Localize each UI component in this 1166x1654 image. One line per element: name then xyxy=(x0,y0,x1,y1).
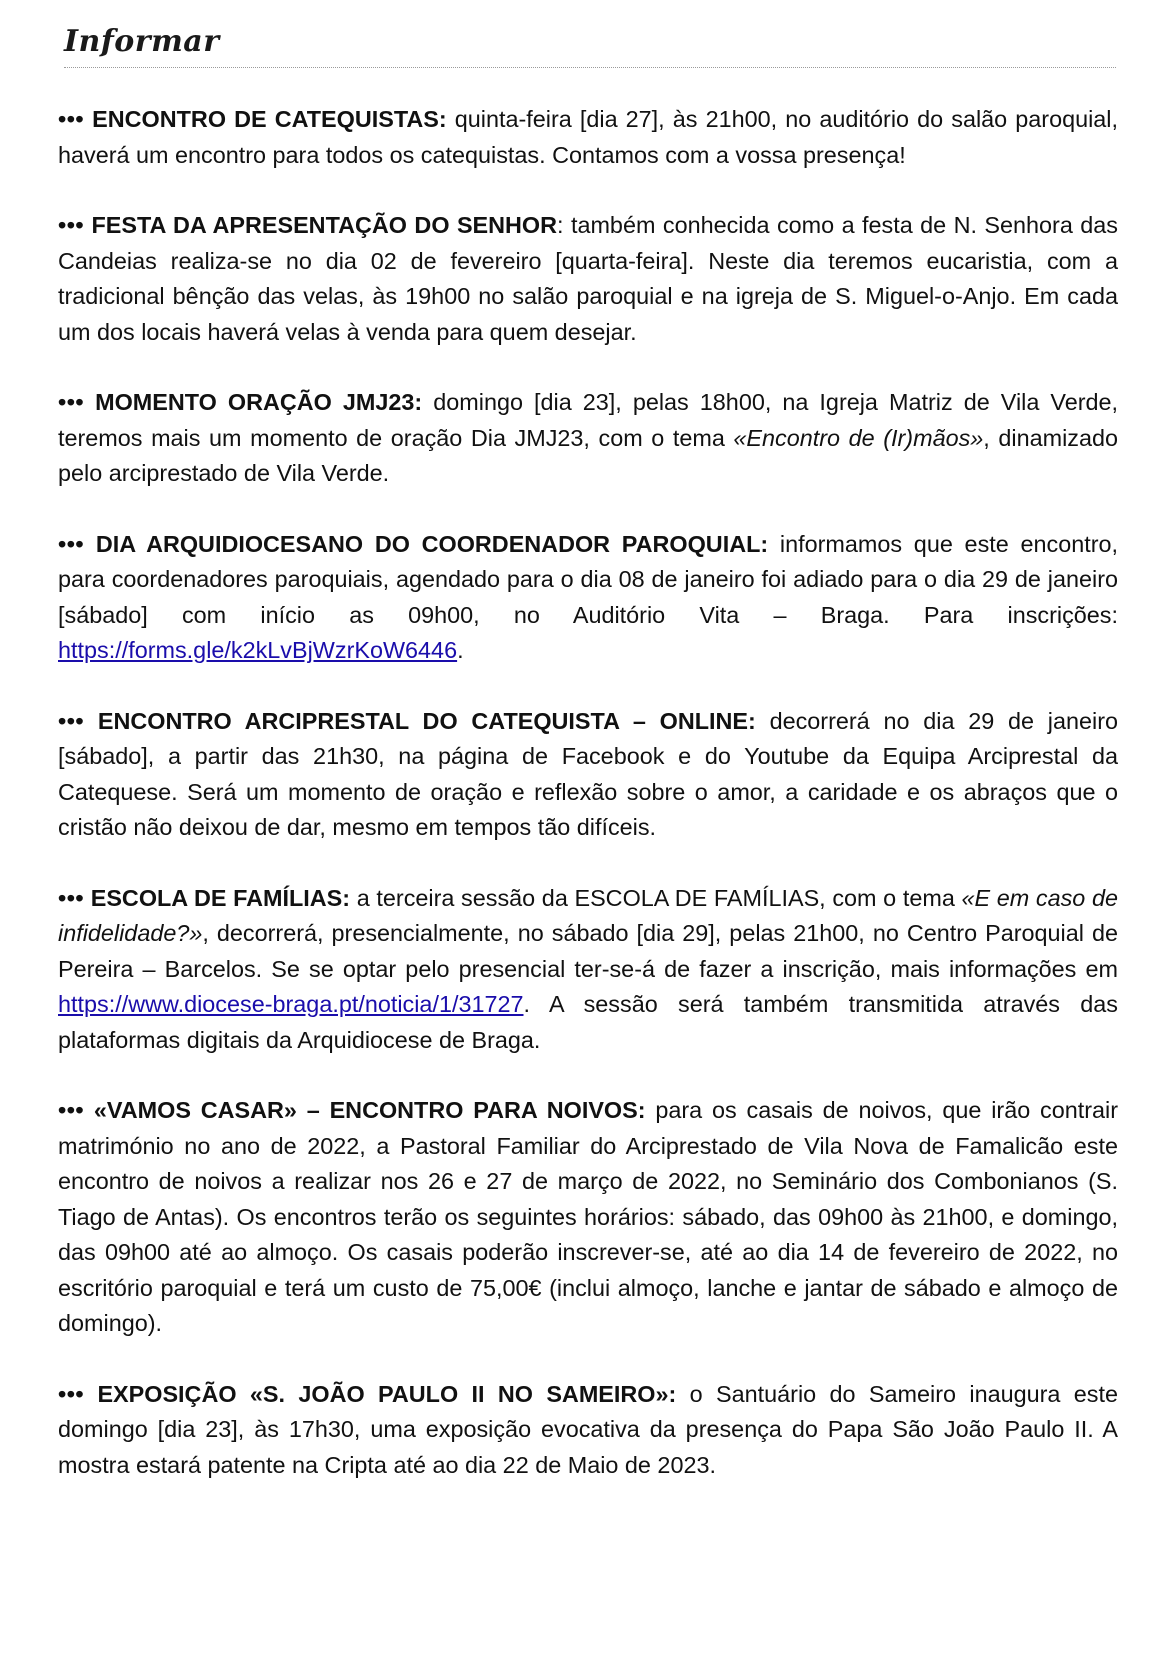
announcement-escola-familias xyxy=(58,881,1118,1059)
announcement-heading: FESTA DA APRESENTAÇÃO DO SENHOR xyxy=(91,212,558,238)
announcement-festa-apresentacao xyxy=(58,208,1118,350)
announcements-list xyxy=(58,102,1118,1518)
announcement-theme: «Encontro de (Ir)mãos» xyxy=(733,424,984,451)
bullet-dots: ••• xyxy=(58,884,85,911)
registration-link[interactable]: https://forms.gle/k2kLvBjWzrKoW6446 xyxy=(58,637,458,663)
announcement-heading: EXPOSIÇÃO «S. JOÃO PAULO II NO SAMEIRO»: xyxy=(97,1380,677,1407)
announcement-heading: «VAMOS CASAR» – ENCONTRO PARA NOIVOS: xyxy=(93,1097,646,1123)
bullet-dots: ••• xyxy=(58,1380,85,1407)
announcement-exposicao xyxy=(58,1377,1118,1484)
bullet-dots: ••• xyxy=(58,1097,85,1123)
announcement-text: o Santuário do Sameiro inaugura este domingo [dia 23], às 17h30, uma exposição evocativa da presença do Papa São João Paulo II. A mostra estará patente na Cripta até ao dia 22 de Maio de 2023. xyxy=(58,1380,1119,1478)
bullet-dots: ••• xyxy=(58,707,85,734)
header-divider xyxy=(64,67,1116,68)
announcement-dia-coordenador xyxy=(58,527,1118,669)
announcement-text: domingo [dia 23], pelas 18h00, na Igreja Matriz de Vila Verde, teremos mais um momento de oração Dia JMJ23, com o tema xyxy=(58,389,1119,451)
bullet-dots: ••• xyxy=(58,212,85,238)
announcement-text: a terceira sessão da ESCOLA DE FAMÍLIAS, com o tema xyxy=(356,884,962,911)
announcement-encontro-catequistas xyxy=(58,102,1118,173)
announcement-theme: «E em caso de infidelidade?» xyxy=(58,884,1118,946)
announcement-text-after: , dinamizado pelo arciprestado de Vila Verde. xyxy=(58,424,1118,486)
announcement-encontro-arciprestal xyxy=(58,704,1118,846)
announcement-heading: DIA ARQUIDIOCESANO DO COORDENADOR PAROQUIAL: xyxy=(95,530,769,557)
announcement-text-after: . A sessão será também transmitida através das plataformas digitais da Arquidiocese de Braga. xyxy=(58,991,1118,1053)
announcement-vamos-casar xyxy=(58,1093,1118,1342)
bullet-dots: ••• xyxy=(58,530,85,557)
bullet-dots: ••• xyxy=(58,389,85,415)
info-link[interactable]: https://www.diocese-braga.pt/noticia/1/31727 xyxy=(58,991,524,1017)
announcement-heading: ENCONTRO DE CATEQUISTAS: xyxy=(92,106,447,132)
announcement-text: : também conhecida como a festa de N. Senhora das Candeias realiza-se no dia 02 de fevereiro [quarta-feira]. Neste dia teremos eucaristia, com a tradicional bênção das velas, às 19h00 no salão paroquial e na igreja de S. Miguel-o-Anjo. Em cada um dos locais haverá velas à venda para quem desejar. xyxy=(58,212,1118,345)
announcement-text: decorrerá no dia 29 de janeiro [sábado], a partir das 21h30, na página de Facebook e do Youtube da Equipa Arciprestal da Catequese. Será um momento de oração e reflexão sobre o amor, a caridade e os abraços que o cristão não deixou de dar, mesmo em tempos tão difíceis. xyxy=(58,707,1119,840)
announcement-text-mid: , decorrerá, presencialmente, no sábado [dia 29], pelas 21h00, no Centro Paroquial de Pereira – Barcelos. Se se optar pelo presencial ter-se-á de fazer a inscrição, mais informações em xyxy=(58,920,1118,982)
announcement-heading: ESCOLA DE FAMÍLIAS: xyxy=(90,884,351,911)
page-title: Informar xyxy=(64,24,220,59)
announcement-text: informamos que este encontro, para coordenadores paroquiais, agendado para o dia 08 de janeiro foi adiado para o dia 29 de janeiro [sábado] com início as 09h00, no Auditório Vita – Braga. Para inscrições: xyxy=(58,530,1119,628)
announcement-heading: ENCONTRO ARCIPRESTAL DO CATEQUISTA – ONLINE: xyxy=(97,707,756,734)
announcement-heading: MOMENTO ORAÇÃO JMJ23: xyxy=(95,389,423,415)
announcement-text: quinta-feira [dia 27], às 21h00, no auditório do salão paroquial, haverá um encontro para todos os catequistas. Contamos com a vossa presença! xyxy=(58,106,1118,168)
announcement-text: para os casais de noivos, que irão contrair matrimónio no ano de 2022, a Pastoral Familiar do Arciprestado de Vila Nova de Famalicão este encontro de noivos a realizar nos 26 e 27 de março de 2022, no Seminário dos Combonianos (S. Tiago de Antas). Os encontros terão os seguintes horários: sábado, das 09h00 às 21h00, e domingo, das 09h00 até ao almoço. Os casais poderão inscrever-se, até ao dia 14 de fevereiro de 2022, no escritório paroquial e terá um custo de 75,00€ (inclui almoço, lanche e jantar de sábado e almoço de domingo). xyxy=(58,1097,1119,1336)
announcement-text-after: . xyxy=(457,637,464,663)
announcement-momento-oracao xyxy=(58,385,1118,492)
bullet-dots: ••• xyxy=(58,106,85,132)
